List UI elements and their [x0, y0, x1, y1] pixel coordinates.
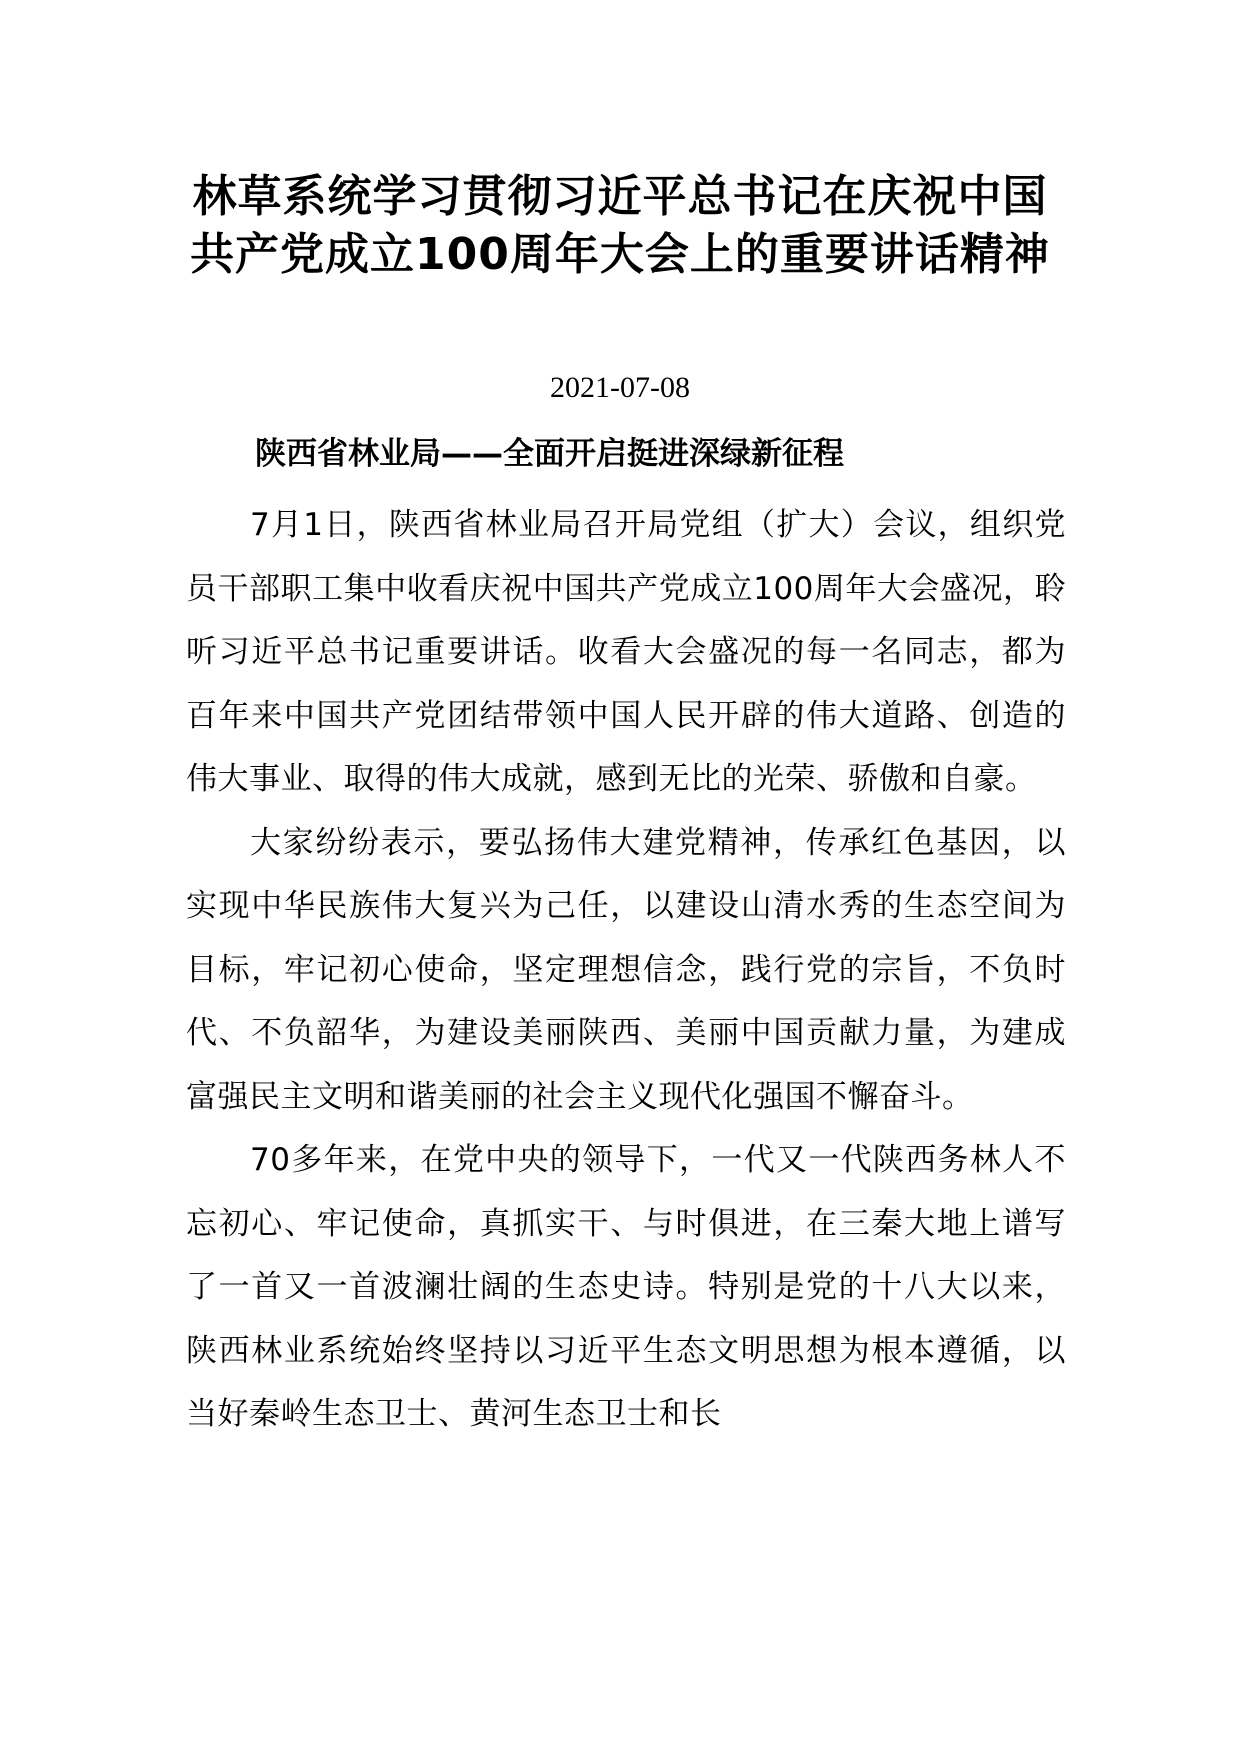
- article-body: [186, 494, 1066, 1447]
- publish-date: 2021-07-08: [550, 371, 690, 404]
- paragraph-2: 大家纷纷表示，要弘扬伟大建党精神，传承红色基因，以实现中华民族伟大复兴为己任，以建设山清水秀的生态空间为目标，牢记初心使命，坚定理想信念，践行党的宗旨，不负时代、不负韶华，为建设美丽陕西、美丽中国贡献力量，为建成富强民主文明和谐美丽的社会主义现代化强国不懈奋斗。: [186, 824, 1066, 1115]
- paragraph-1: 7月1日，陕西省林业局召开局党组（扩大）会议，组织党员干部职工集中收看庆祝中国共产党成立100周年大会盛况，聆听习近平总书记重要讲话。收看大会盛况的每一名同志，都为百年来中国共产党团结带领中国人民开辟的伟大道路、创造的伟大事业、取得的伟大成就，感到无比的光荣、骄傲和自豪。: [186, 507, 1066, 797]
- document-title: 林草系统学习贯彻习近平总书记在庆祝中国共产党成立100周年大会上的重要讲话精神: [190, 171, 1050, 280]
- paragraph-3: 70多年来，在党中央的领导下，一代又一代陕西务林人不忘初心、牢记使命，真抓实干、与时俱进，在三秦大地上谱写了一首又一首波澜壮阔的生态史诗。特别是党的十八大以来，陕西林业系统始终坚持以习近平生态文明思想为根本遵循，以当好秦岭生态卫士、黄河生态卫士和长: [186, 1142, 1066, 1432]
- section-heading: 陕西省林业局——全面开启挺进深绿新征程: [255, 436, 844, 472]
